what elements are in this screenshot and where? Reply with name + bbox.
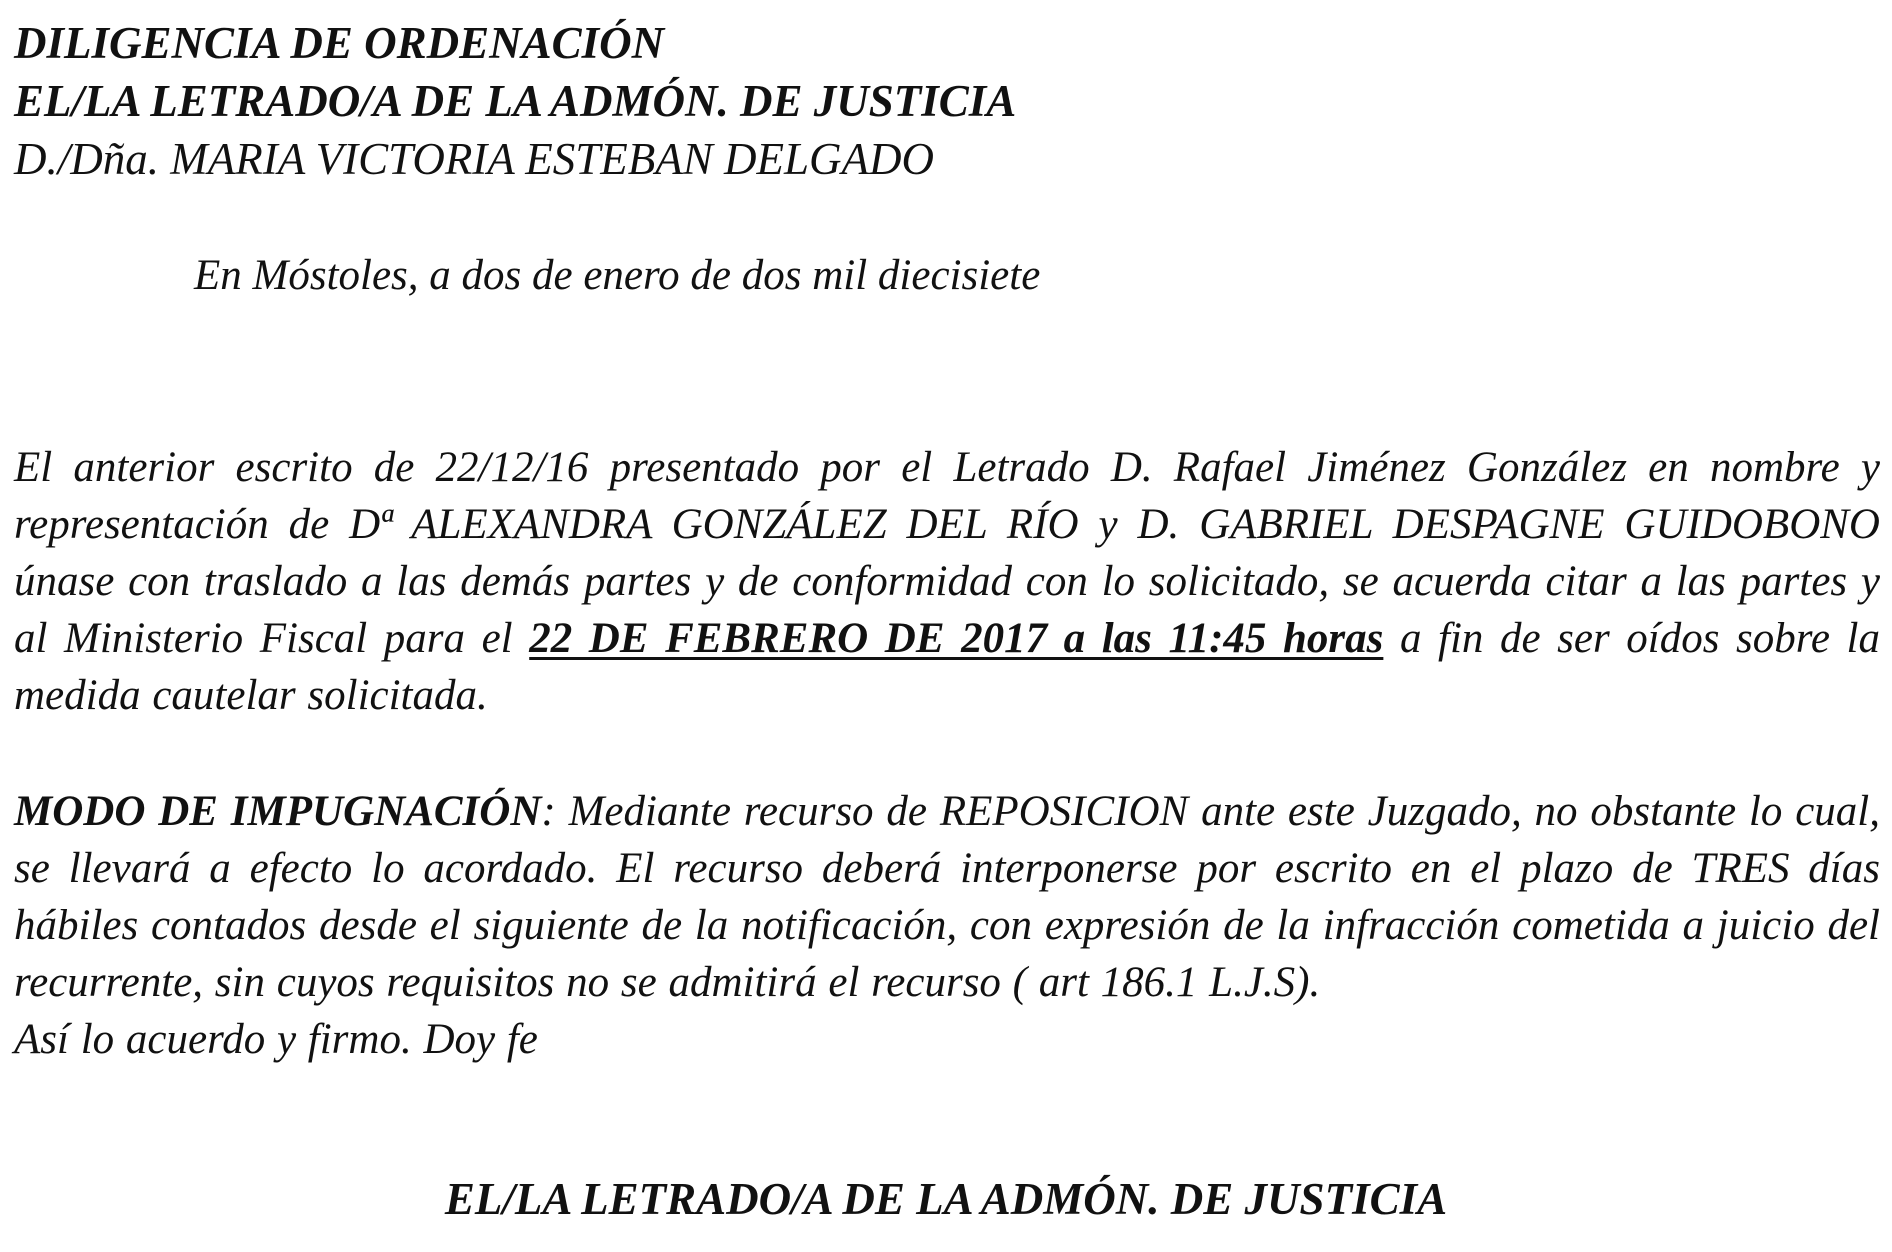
document-title: DILIGENCIA DE ORDENACIÓN [14, 18, 665, 68]
document-body [14, 14, 1880, 1068]
order-paragraph [14, 439, 1880, 724]
appeal-heading: MODO DE IMPUGNACIÓN [14, 788, 542, 835]
signature-block: EL/LA LETRADO/A DE LA ADMÓN. DE JUSTICIA [444, 1174, 1448, 1224]
official-name: D./Dña. MARIA VICTORIA ESTEBAN DELGADO [14, 134, 934, 184]
place-date: En Móstoles, a dos de enero de dos mil diecisiete [194, 252, 1041, 299]
hearing-date: 22 DE FEBRERO DE 2017 a las 11:45 horas [529, 615, 1384, 662]
order-text-before: El anterior escrito de 22/12/16 presentado por el Letrado D. Rafael Jiménez González en nombre y representación de Dª ALEXANDRA GONZÁLEZ DEL RÍO y D. GABRIEL DESPAGNE GUIDOBONO únase con traslado a las demás partes y de conformidad con lo solicitado, se acuerda citar a las partes y al Ministerio Fiscal para el [14, 444, 1880, 662]
official-role: EL/LA LETRADO/A DE LA ADMÓN. DE JUSTICIA [14, 76, 1017, 126]
appeal-paragraph [14, 783, 1880, 1011]
appeal-text: : Mediante recurso de REPOSICION ante este Juzgado, no obstante lo cual, se llevará a efecto lo acordado. El recurso deberá interponerse por escrito en el plazo de TRES días hábiles contados desde el siguiente de la notificación, con expresión de la infracción cometida a juicio del recurrente, sin cuyos requisitos no se admitirá el recurso ( art 186.1 L.J.S). [14, 788, 1880, 1006]
closing-line: Así lo acuerdo y firmo. Doy fe [14, 1016, 538, 1063]
order-text-after: a fin de ser oídos sobre la medida cautelar solicitada. [14, 615, 1880, 719]
